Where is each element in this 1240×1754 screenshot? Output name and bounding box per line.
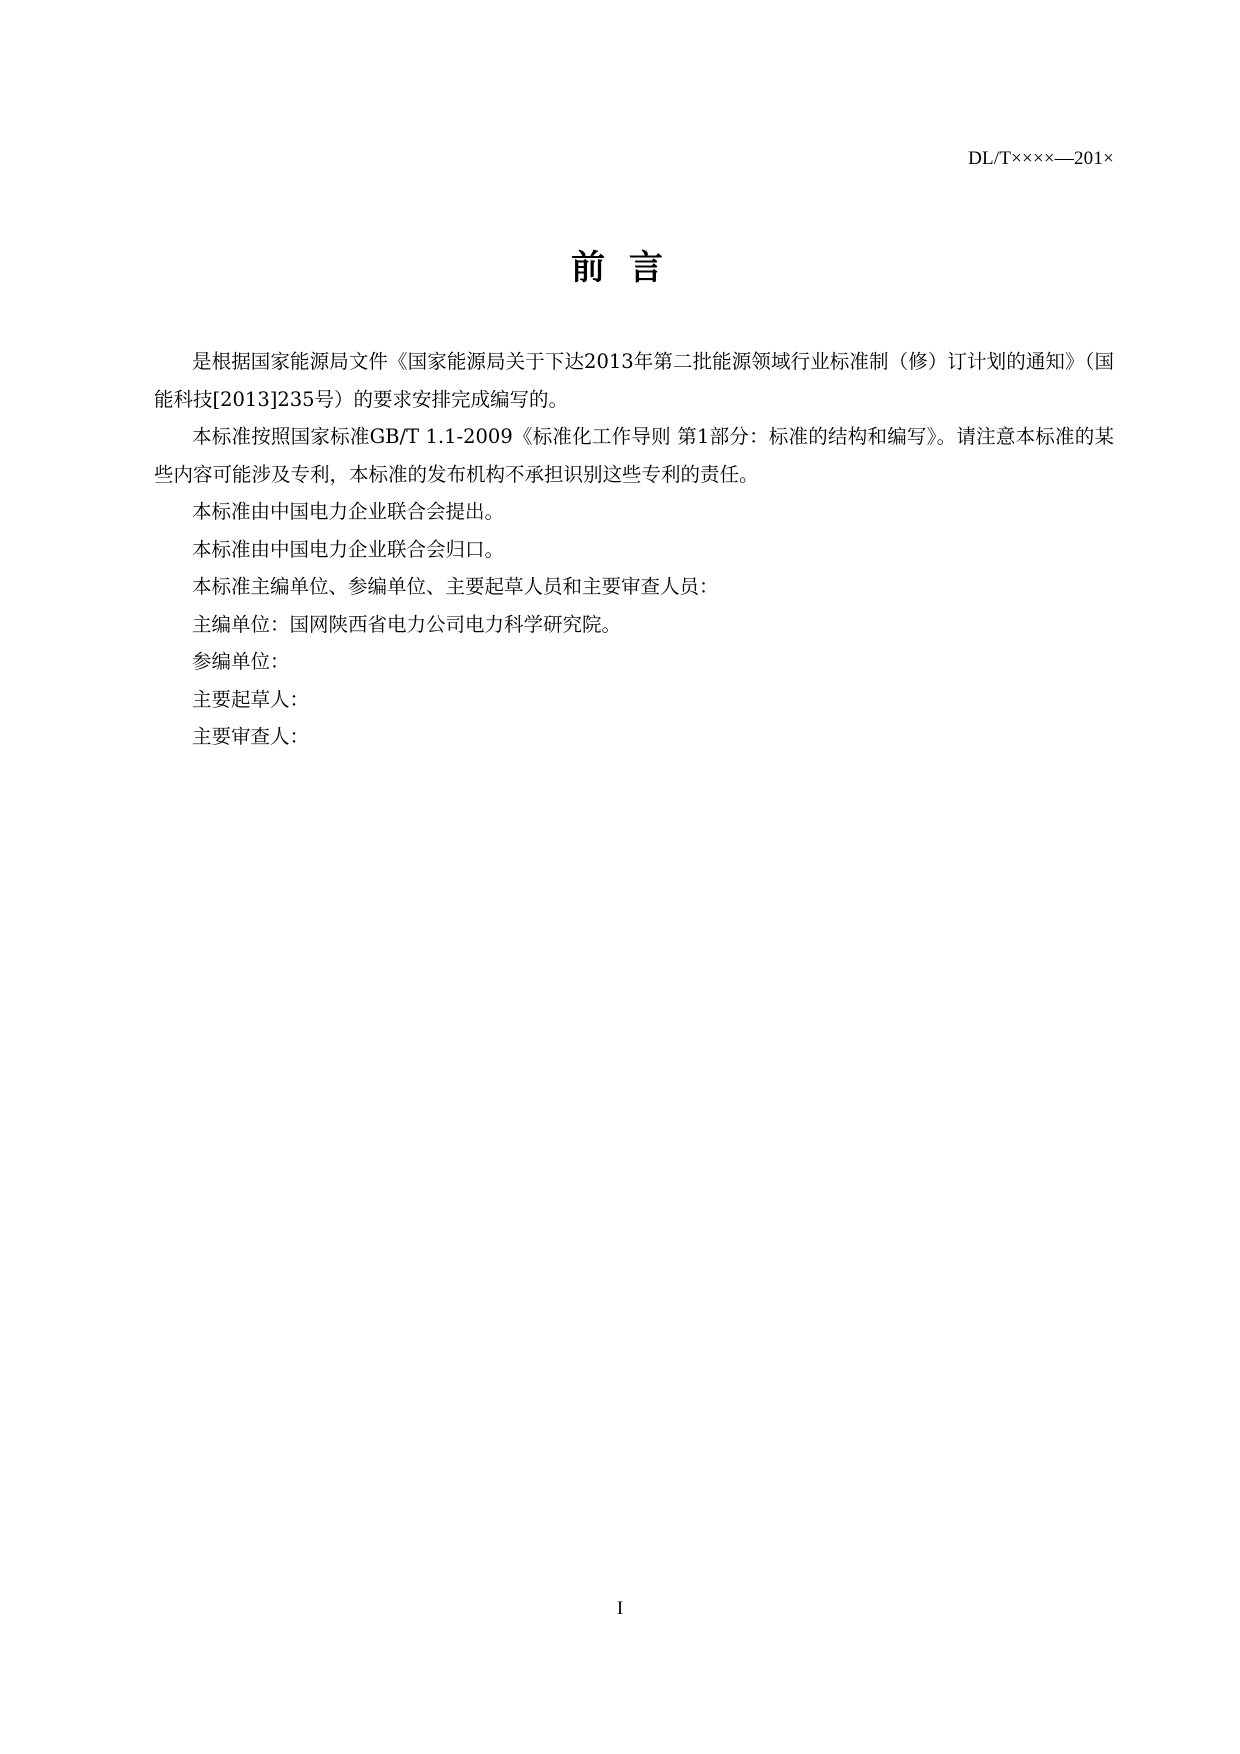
paragraph-drafting-intro: 本标准主编单位、参编单位、主要起草人员和主要审查人员：: [192, 575, 719, 598]
page-title: 前 言: [571, 248, 669, 288]
paragraph-main-reviewers: 主要审查人：: [192, 725, 310, 748]
page-number: I: [616, 1598, 624, 1619]
document-code: DL/T××××—201×: [968, 148, 1114, 169]
foreword-body: [154, 343, 1114, 756]
paragraph-chief-editor-unit: 主编单位：国网陕西省电力公司电力科学研究院。: [192, 612, 622, 636]
paragraph-participating-units: 参编单位：: [192, 650, 290, 673]
paragraph-basis: 是根据国家能源局文件《国家能源局关于下达2013年第二批能源领域行业标准制（修）订计划的通知》（国能科技[2013]235号）的要求安排完成编写的。: [154, 350, 1114, 411]
paragraph-proposer: 本标准由中国电力企业联合会提出。: [192, 500, 505, 523]
paragraph-standard-reference: 本标准按照国家标准GB/T 1.1-2009《标准化工作导则 第1部分：标准的结构和编写》。请注意本标准的某些内容可能涉及专利，本标准的发布机构不承担识别这些专利的责任。: [154, 425, 1114, 486]
paragraph-centralized-by: 本标准由中国电力企业联合会归口。: [192, 537, 505, 561]
paragraph-main-drafters: 主要起草人：: [192, 687, 310, 711]
